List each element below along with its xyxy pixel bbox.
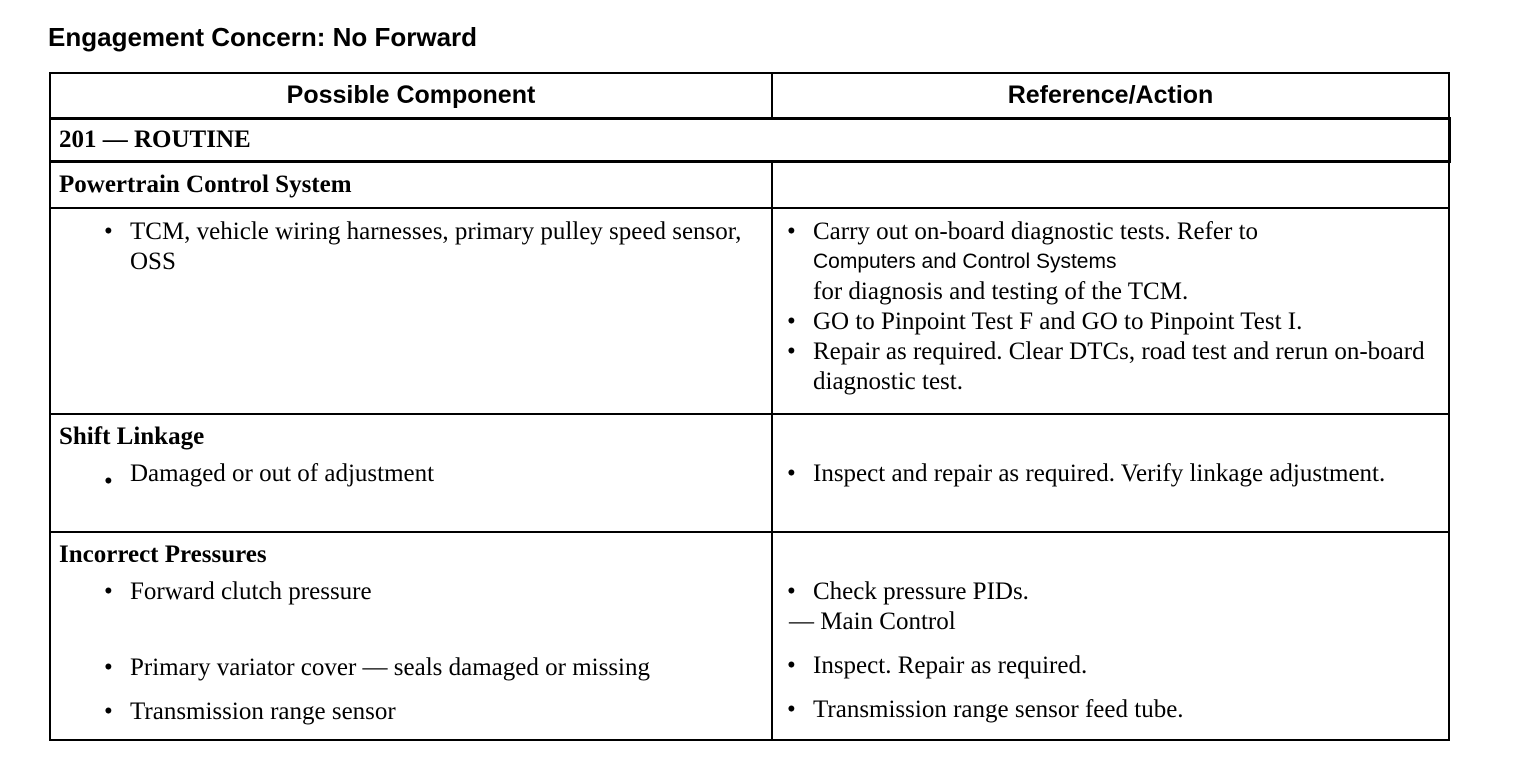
action-text: Carry out on-board diagnostic tests. Refer to: [813, 218, 1259, 245]
action-text: Inspect and repair as required. Verify linkage adjustment.: [813, 460, 1386, 487]
bullet-icon: •: [787, 308, 796, 335]
routine-row: [50, 119, 1449, 162]
bullet-icon: •: [787, 338, 796, 365]
group-title: Incorrect Pressures: [59, 541, 267, 568]
component-cell: [50, 208, 772, 414]
component-text: Transmission range sensor: [130, 698, 396, 725]
component-text: Damaged or out of adjustment: [130, 460, 435, 487]
component-text: Forward clutch pressure: [130, 578, 372, 605]
action-text: GO to Pinpoint Test F and GO to Pinpoint Test I.: [813, 308, 1303, 335]
empty-cell: [772, 162, 1449, 209]
sub-reference: — Main Control: [789, 608, 956, 635]
bullet-icon: •: [104, 698, 113, 725]
list-item: [773, 307, 1448, 337]
list-item: [773, 217, 1448, 247]
bullet-icon: •: [104, 578, 113, 605]
bullet-icon: •: [787, 652, 796, 679]
bullet-icon: •: [104, 654, 113, 681]
list-item: [51, 697, 771, 727]
list-item: [773, 337, 1448, 397]
action-text: Check pressure PIDs.: [813, 578, 1029, 605]
header-possible-component: Possible Component: [50, 73, 772, 119]
list-item: [51, 451, 771, 495]
group-cell: [50, 162, 772, 209]
bullet-icon: •: [104, 218, 113, 245]
reference-link: Computers and Control Systems: [813, 250, 1117, 273]
header-reference-action: Reference/Action: [772, 73, 1449, 119]
component-text: TCM, vehicle wiring harnesses, primary pulley speed sensor, OSS: [130, 218, 742, 275]
action-text: Inspect. Repair as required.: [813, 652, 1088, 679]
action-cell: [772, 532, 1449, 740]
action-cell: [772, 208, 1449, 414]
bullet-icon: •: [787, 218, 796, 245]
bullet-icon: •: [787, 696, 796, 723]
list-item: [773, 577, 1448, 607]
diagnostic-table: [49, 72, 1451, 741]
table-row: [50, 208, 1449, 414]
list-item: [773, 459, 1448, 489]
group-title: Shift Linkage: [59, 423, 205, 450]
bullet-icon: •: [104, 468, 113, 495]
page-title: Engagement Concern: No Forward: [48, 22, 478, 52]
component-cell: [50, 532, 772, 740]
component-cell: [50, 414, 772, 532]
list-item: [773, 651, 1448, 681]
bullet-icon: •: [787, 460, 796, 487]
bullet-icon: •: [787, 578, 796, 605]
routine-label: 201 — ROUTINE: [50, 119, 1449, 162]
group-row-powertrain: [50, 162, 1449, 209]
action-text: Transmission range sensor feed tube.: [813, 696, 1184, 723]
action-text: for diagnosis and testing of the TCM.: [813, 278, 1189, 305]
list-item: [773, 695, 1448, 725]
group-row-shift-linkage: [50, 414, 1449, 532]
list-item: [51, 577, 771, 607]
list-item: [51, 653, 771, 683]
table-header-row: [50, 73, 1449, 119]
list-item: [51, 217, 771, 277]
component-text: Primary variator cover — seals damaged or missing: [130, 654, 650, 681]
group-row-incorrect-pressures: [50, 532, 1449, 740]
action-text: Repair as required. Clear DTCs, road test and rerun on-board diagnostic test.: [813, 338, 1425, 395]
group-title: Powertrain Control System: [59, 171, 352, 198]
action-cell: [772, 414, 1449, 532]
